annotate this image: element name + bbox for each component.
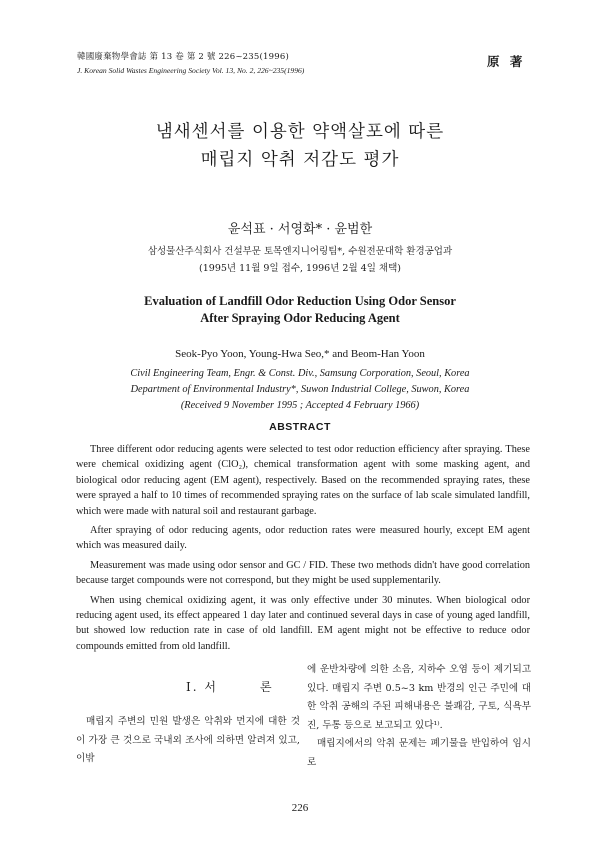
- abstract-paragraph: Measurement was made using odor sensor and GC / FID. These two methods didn't have good correlation because target compounds were not correspond, but they might be used supplementarily.: [76, 559, 530, 587]
- title-korean-line2: 매립지 악취 저감도 평가: [200, 150, 400, 170]
- body-paragraph: 매립지 주변의 민원 발생은 악취와 먼지에 대한 것이 가장 큰 것으로 국내외 조사에 의하면 알려져 있고, 이밖: [76, 716, 300, 764]
- received-date-english: (Received 9 November 1995 ; Accepted 4 February 1966): [180, 400, 420, 411]
- authors-korean: 윤석표 · 서영화* · 윤범한: [227, 222, 373, 237]
- section-heading: [186, 678, 274, 695]
- body-paragraph: 에 운반차량에 의한 소음, 지하수 오염 등이 제기되고 있다. 매립지 주변 0.5~3 km 반경의 인근 주민에 대한 악취 공해의 주된 피해내용은 불쾌감, 구토, 식욕부진, 두통 등으로 보고되고 있다¹⁾.: [307, 664, 531, 731]
- body-column-left: [76, 713, 300, 769]
- abstract-body: [76, 442, 530, 658]
- abstract-paragraph: When using chemical oxidizing agent, it was only effective under 30 minutes. When biological odor reducing agent used, its effect appeared 1 day later and continued several days in case of young aged landfill, but showed low reduction rate in case of old landfill. EM agent might not be effective to reduce odor compounds emitted from old landfill.: [76, 594, 530, 652]
- abstract-paragraph: Three different odor reducing agents were selected to test odor reduction efficiency after spraying. These were chemical oxidizing agent (ClO₂), chemical transformation agent with some masking agent, and biological odor reducing agent (EM agent), respectively. Based on the recommended spraying rates, these were sprayed a half to 10 times of recommended spraying rates on the surface of lab scale simulated landfill, which were made with natural soil and restaurant garbage.: [76, 444, 530, 517]
- body-column-right: [307, 661, 531, 772]
- journal-citation-english: J. Korean Solid Wastes Engineering Society Vol. 13, No. 2, 226~235(1996): [77, 66, 305, 75]
- title-english-line2: After Spraying Odor Reducing Agent: [200, 311, 400, 325]
- section-title: 론: [259, 680, 274, 694]
- journal-citation-korean: 韓國廢棄物學會誌 第 13 卷 第 2 號 226~235(1996): [77, 52, 289, 62]
- page-number: 226: [291, 802, 309, 814]
- title-korean-line1: 냄새센서를 이용한 약액살포에 따른: [155, 122, 445, 142]
- abstract-heading: ABSTRACT: [269, 421, 331, 433]
- abstract-paragraph: After spraying of odor reducing agents, odor reduction rates were measured hourly, except EM agent which was measured daily.: [76, 525, 530, 552]
- affiliation-english-line1: Civil Engineering Team, Engr. & Const. Div., Samsung Corporation, Seoul, Korea: [130, 368, 470, 379]
- authors-english: Seok-Pyo Yoon, Young-Hwa Seo,* and Beom-Han Yoon: [175, 348, 425, 360]
- affiliation-korean: 삼성물산주식회사 건설부문 토목엔지니어링팀*, 수원전문대학 환경공업과: [147, 246, 453, 257]
- section-number: I. 서: [186, 680, 218, 694]
- received-date-korean: (1995년 11월 9일 접수, 1996년 2월 4일 채택): [199, 263, 401, 274]
- title-english-line1: Evaluation of Landfill Odor Reduction Using Odor Sensor: [144, 294, 456, 308]
- body-paragraph: 매립지에서의 악취 문제는 폐기물을 반입하여 임시로: [307, 738, 531, 768]
- article-type-label: 原 著: [487, 54, 526, 69]
- affiliation-english-line2: Department of Environmental Industry*, Suwon Industrial College, Suwon, Korea: [130, 384, 470, 395]
